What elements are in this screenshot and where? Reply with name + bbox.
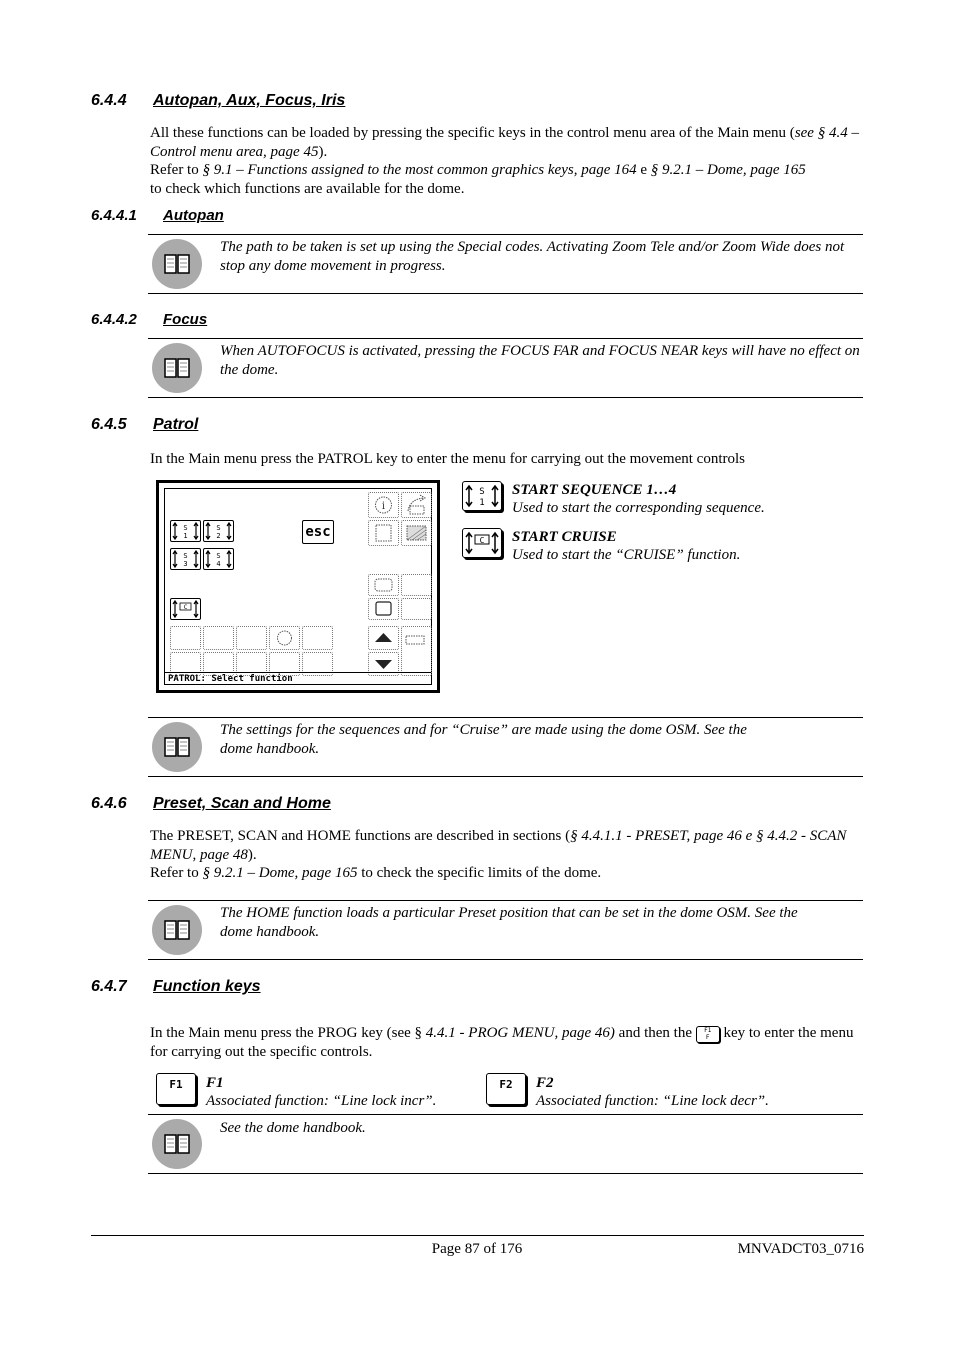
- heading-number: 6.4.4.2: [91, 311, 137, 328]
- note-focus: [148, 338, 863, 398]
- heading-number: 6.4.6: [91, 795, 127, 812]
- svg-text:S: S: [479, 487, 485, 497]
- start-cruise-desc: Used to start the “CRUISE” function.: [512, 547, 741, 563]
- text: The PRESET, SCAN and HOME functions are described in sections (: [150, 828, 571, 844]
- text: Refer to: [150, 162, 203, 178]
- cross-reference: § 9.2.1 – Dome, page 165: [202, 865, 358, 881]
- heading-title: Preset, Scan and Home: [153, 795, 331, 812]
- note-home: [148, 900, 863, 960]
- blank-key[interactable]: [401, 598, 432, 620]
- heading-title: Autopan: [163, 207, 224, 224]
- cross-reference: 4.4.1 - PROG MENU, page 46): [425, 1025, 615, 1041]
- monitor-key[interactable]: [401, 626, 432, 676]
- svg-text:S: S: [183, 524, 188, 532]
- svg-text:S: S: [183, 552, 188, 560]
- screen-inner: [164, 488, 432, 685]
- heading-number: 6.4.7: [91, 978, 127, 995]
- start-sequence-1-key[interactable]: [170, 520, 201, 542]
- text: All these functions can be loaded by pressing the specific keys in the control menu area of the Main menu (: [150, 125, 795, 141]
- start-cruise-title: START CRUISE: [512, 529, 617, 545]
- note-autopan: [148, 234, 863, 294]
- svg-text:1: 1: [183, 532, 188, 540]
- exit-key[interactable]: [401, 492, 432, 518]
- select-key[interactable]: [368, 598, 399, 620]
- paragraph-6-4-5: In the Main menu press the PATROL key to enter the menu for carrying out the movement controls: [150, 451, 746, 467]
- text: to check the specific limits of the dome.: [357, 865, 602, 881]
- note-text: The settings for the sequences and for “Cruise” are made using the dome OSM. See the dome handbook.: [220, 722, 747, 757]
- f2-desc: Associated function: “Line lock decr”.: [536, 1093, 769, 1109]
- text: e: [636, 162, 651, 178]
- svg-text:4: 4: [216, 560, 221, 568]
- svg-text:C: C: [479, 536, 485, 545]
- heading-title: Focus: [163, 311, 208, 328]
- text: and then the: [614, 1025, 696, 1041]
- note-function-keys: [148, 1114, 863, 1174]
- heading-6-4-4-2: [91, 311, 207, 328]
- screen-status-bar: PATROL: Select function: [165, 672, 431, 684]
- text: to check which functions are available for the dome.: [150, 180, 465, 197]
- book-icon: [152, 905, 202, 955]
- f1-desc: Associated function: “Line lock incr”.: [206, 1093, 437, 1109]
- f1-key-icon: F1: [156, 1073, 196, 1105]
- bottom-key-2[interactable]: [203, 626, 234, 650]
- bottom-key-4[interactable]: [269, 626, 300, 650]
- text: key to enter the menu for carrying out the specific controls.: [150, 1025, 854, 1060]
- cross-reference: § 9.2.1 – Dome, page 165: [650, 162, 806, 178]
- svg-text:2: 2: [216, 532, 221, 540]
- cross-reference: § 4.4.1.1 - PRESET, page 46 e § 4.4.2 - SCAN MENU, page 48: [150, 828, 847, 863]
- page-number: Page 87 of 176: [431, 1241, 523, 1257]
- svg-text:1: 1: [479, 498, 485, 508]
- heading-title: Autopan, Aux, Focus, Iris: [153, 92, 346, 109]
- function-key[interactable]: [401, 574, 432, 596]
- svg-text:S: S: [216, 552, 221, 560]
- paragraph-6-4-7: [150, 1024, 864, 1062]
- pattern-key[interactable]: [401, 520, 432, 546]
- note-text: See the dome handbook.: [220, 1120, 366, 1136]
- book-icon: [152, 239, 202, 289]
- cross-reference: § 9.1 – Functions assigned to the most common graphics keys, page 164: [202, 162, 637, 178]
- heading-title: Function keys: [153, 978, 261, 995]
- function-keys-inline-icon: F1 F: [696, 1026, 720, 1043]
- start-sequence-title: START SEQUENCE 1…4: [512, 482, 677, 498]
- heading-6-4-4: [91, 92, 345, 110]
- heading-number: 6.4.4: [91, 92, 127, 109]
- cross-reference: see § 4.4 – Control menu area, page 45: [150, 125, 859, 160]
- text: Refer to: [150, 865, 203, 881]
- start-sequence-4-key[interactable]: [203, 548, 234, 570]
- heading-6-4-5: [91, 416, 198, 434]
- paragraph-6-4-6: [150, 827, 864, 883]
- arrow-up-key[interactable]: [368, 626, 399, 650]
- heading-6-4-7: [91, 978, 261, 996]
- heading-number: 6.4.4.1: [91, 207, 137, 224]
- f2-title: F2: [536, 1075, 554, 1091]
- f1-title: F1: [206, 1075, 224, 1091]
- svg-text:i: i: [381, 501, 386, 512]
- heading-title: Patrol: [153, 416, 199, 433]
- start-sequence-2-key[interactable]: [203, 520, 234, 542]
- patrol-screen: [156, 480, 440, 693]
- book-icon: [152, 343, 202, 393]
- aux-key[interactable]: [368, 574, 399, 596]
- footer-rule: [91, 1235, 864, 1236]
- bottom-key-5[interactable]: [302, 626, 333, 650]
- esc-key[interactable]: esc: [302, 520, 334, 544]
- note-text: When AUTOFOCUS is activated, pressing the FOCUS FAR and FOCUS NEAR keys will have no effect on the dome.: [220, 343, 860, 378]
- note-patrol: [148, 717, 863, 777]
- paragraph-6-4-4: [150, 124, 864, 198]
- info-key[interactable]: [368, 492, 399, 518]
- start-sequence-3-key[interactable]: [170, 548, 201, 570]
- f2-key-icon: F2: [486, 1073, 526, 1105]
- note-text: The path to be taken is set up using the Special codes. Activating Zoom Tele and/or Zoom Wide does not stop any dome movement in progress.: [220, 239, 845, 274]
- start-sequence-key-icon: [462, 481, 502, 511]
- heading-number: 6.4.5: [91, 416, 127, 433]
- document-code: MNVADCT03_0716: [737, 1241, 864, 1257]
- text: In the Main menu press the PROG key (see §: [150, 1025, 426, 1041]
- svg-text:S: S: [216, 524, 221, 532]
- note-text: The HOME function loads a particular Preset position that can be set in the dome OSM. See the dome handbook.: [220, 905, 798, 940]
- book-icon: [152, 1119, 202, 1169]
- heading-6-4-4-1: [91, 207, 224, 224]
- bottom-key-3[interactable]: [236, 626, 267, 650]
- start-sequence-desc: Used to start the corresponding sequence.: [512, 500, 765, 516]
- svg-text:3: 3: [183, 560, 188, 568]
- frame-key[interactable]: [368, 520, 399, 546]
- svg-text:C: C: [183, 604, 188, 611]
- start-cruise-key[interactable]: [170, 598, 201, 620]
- book-icon: [152, 722, 202, 772]
- bottom-key-1[interactable]: [170, 626, 201, 650]
- heading-6-4-6: [91, 795, 331, 813]
- text: ).: [318, 143, 328, 160]
- start-cruise-key-icon: [462, 528, 502, 558]
- text: ).: [247, 846, 257, 863]
